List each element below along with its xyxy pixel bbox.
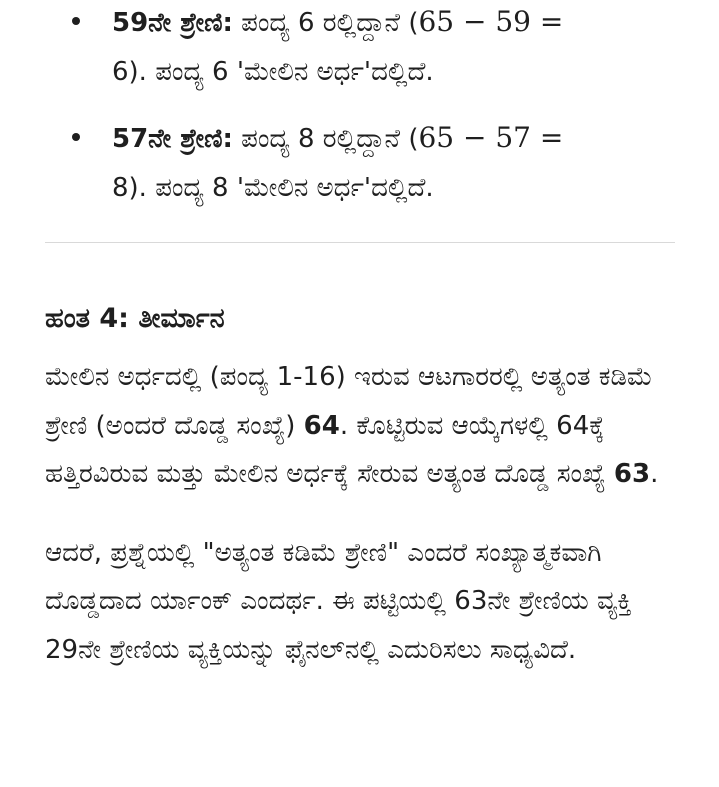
explanation-paragraph: ಆದರೆ, ಪ್ರಶ್ನೆಯಲ್ಲಿ "ಅತ್ಯಂತ ಕಡಿಮೆ ಶ್ರೇಣಿ" ಎಂದರೆ ಸಂಖ್ಯಾತ್ಮಕವಾಗಿ ದೊಡ್ಡದಾದ ರ್ಯಾಂಕ್ ಎಂದರ್ಥ. ಈ ಪಟ್ಟಿಯಲ್ಲಿ 63ನೇ ಶ್ರೇಣಿಯ ವ್ಯಕ್ತಿ 29ನೇ ಶ್ರೇಣಿಯ ವ್ಯಕ್ತಿಯನ್ನು ಫೈನಲ್‌ನಲ್ಲಿ ಎದುರಿಸಲು ಸಾಧ್ಯವಿದೆ.: [45, 537, 632, 665]
highlight-number: 63: [613, 459, 651, 489]
list-item-text: ಪಂದ್ಯ 6 ರಲ್ಲಿದ್ದಾನೆ (: [232, 8, 419, 38]
list-item-text-continued: 8). ಪಂದ್ಯ 8 'ಮೇಲಿನ ಅರ್ಧ'ದಲ್ಲಿದೆ.: [112, 173, 434, 203]
list-item-label: 57ನೇ ಶ್ರೇಣಿ:: [112, 124, 233, 154]
rank-list: [45, 0, 675, 213]
paragraph-text: . ಕೊಟ್ಟಿರುವ ಆಯ್ಕೆಗಳಲ್ಲಿ 64ಕ್ಕೆ ಹತ್ತಿರವಿರುವ ಮತ್ತು ಮೇಲಿನ ಅರ್ಧಕ್ಕೆ ಸೇರುವ ಅತ್ಯಂತ ದೊಡ್ಡ ಸಂಖ್ಯೆ: [45, 410, 614, 489]
list-item-text: ಪಂದ್ಯ 8 ರಲ್ಲಿದ್ದಾನೆ (: [232, 124, 419, 154]
math-expression: 65 − 57 =: [418, 121, 564, 154]
step-heading: ಹಂತ 4: ತೀರ್ಮಾನ: [45, 303, 225, 334]
paragraph-text: .: [650, 459, 659, 489]
list-item-text-continued: 6). ಪಂದ್ಯ 6 'ಮೇಲಿನ ಅರ್ಧ'ದಲ್ಲಿದೆ.: [112, 57, 434, 87]
conclusion-paragraph: [45, 353, 675, 499]
highlight-number: 64: [303, 410, 340, 441]
bullet-icon: [72, 17, 80, 25]
math-expression: 65 − 59 =: [418, 5, 564, 38]
list-item-label: 59ನೇ ಶ್ರೇಣಿ:: [112, 8, 233, 38]
bullet-icon: [72, 133, 80, 141]
list-item: [45, 0, 675, 97]
response-content: [45, 0, 675, 674]
paragraph-text: ಮೇಲಿನ ಅರ್ಧದಲ್ಲಿ (ಪಂದ್ಯ 1-16) ಇರುವ ಆಟಗಾರರಲ್ಲಿ ಅತ್ಯಂತ ಕಡಿಮೆ ಶ್ರೇಣಿ (ಅಂದರೆ ದೊಡ್ಡ ಸಂಖ್ಯೆ): [45, 362, 653, 441]
list-item: [45, 113, 675, 213]
section-divider: [45, 242, 675, 243]
